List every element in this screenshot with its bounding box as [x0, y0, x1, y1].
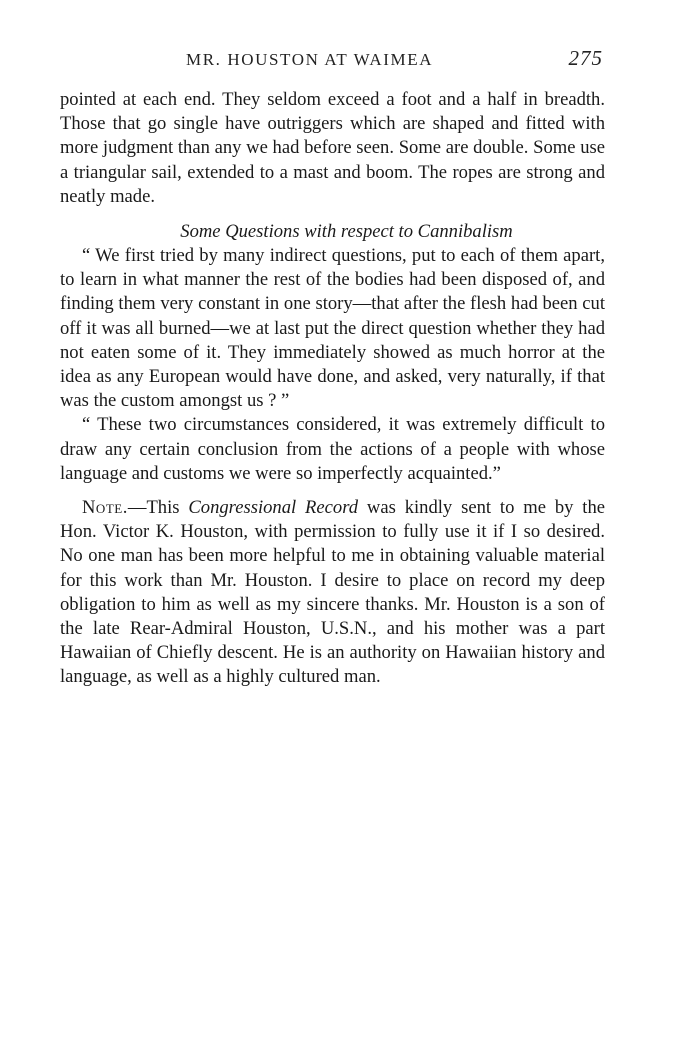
- paragraph-cannibalism-questions: “ We first tried by many indirect questions, put to each of them apart, to learn in what manner the rest of the bodies had been disposed of, and finding them very constant in one story—that after the flesh had been cut off it was all burned—we at last put the direct question whether they had not eaten some of it. They immediately showed as much horror at the idea as any European would have done, and asked, very naturally, if that was the custom amongst us ? ”: [60, 245, 605, 412]
- section-heading: Some Questions with respect to Cannibalism: [180, 221, 513, 243]
- running-header: [60, 40, 605, 80]
- book-page: [60, 40, 605, 690]
- note-dash: —This: [127, 497, 189, 519]
- note-italic-title: Congressional Record: [188, 497, 359, 519]
- note-label: Note.: [82, 497, 128, 519]
- note-paragraph: [60, 496, 605, 690]
- page-number: 275: [568, 46, 603, 70]
- note-text: was kindly sent to me by the Hon. Victor K. Houston, with permission to fully use it if I so desired. No one man has been more helpful to me in obtaining valuable material for this work than Mr. Houston. I desire to place on record my deep obligation to him as well as my sincere thanks. Mr. Houston is a son of the late Rear-Admiral Houston, U.S.N., and his mother was a part Hawaiian of Chiefly descent. He is an authority on Hawaiian history and language, as well as a highly cultured man.: [60, 497, 605, 688]
- paragraph-conclusion: “ These two circumstances considered, it was extremely difficult to draw any certain conclusion from the actions of a people with whose language and customs we were so imperfectly acquainted.”: [60, 414, 605, 484]
- paragraph-canoes: pointed at each end. They seldom exceed a foot and a half in breadth. Those that go single have outriggers which are shaped and fitted with more judgment than any we had before seen. Some are double. Some use a triangular sail, extended to a mast and boom. The ropes are strong and neatly made.: [60, 89, 605, 207]
- running-title: MR. HOUSTON AT WAIMEA: [186, 50, 434, 69]
